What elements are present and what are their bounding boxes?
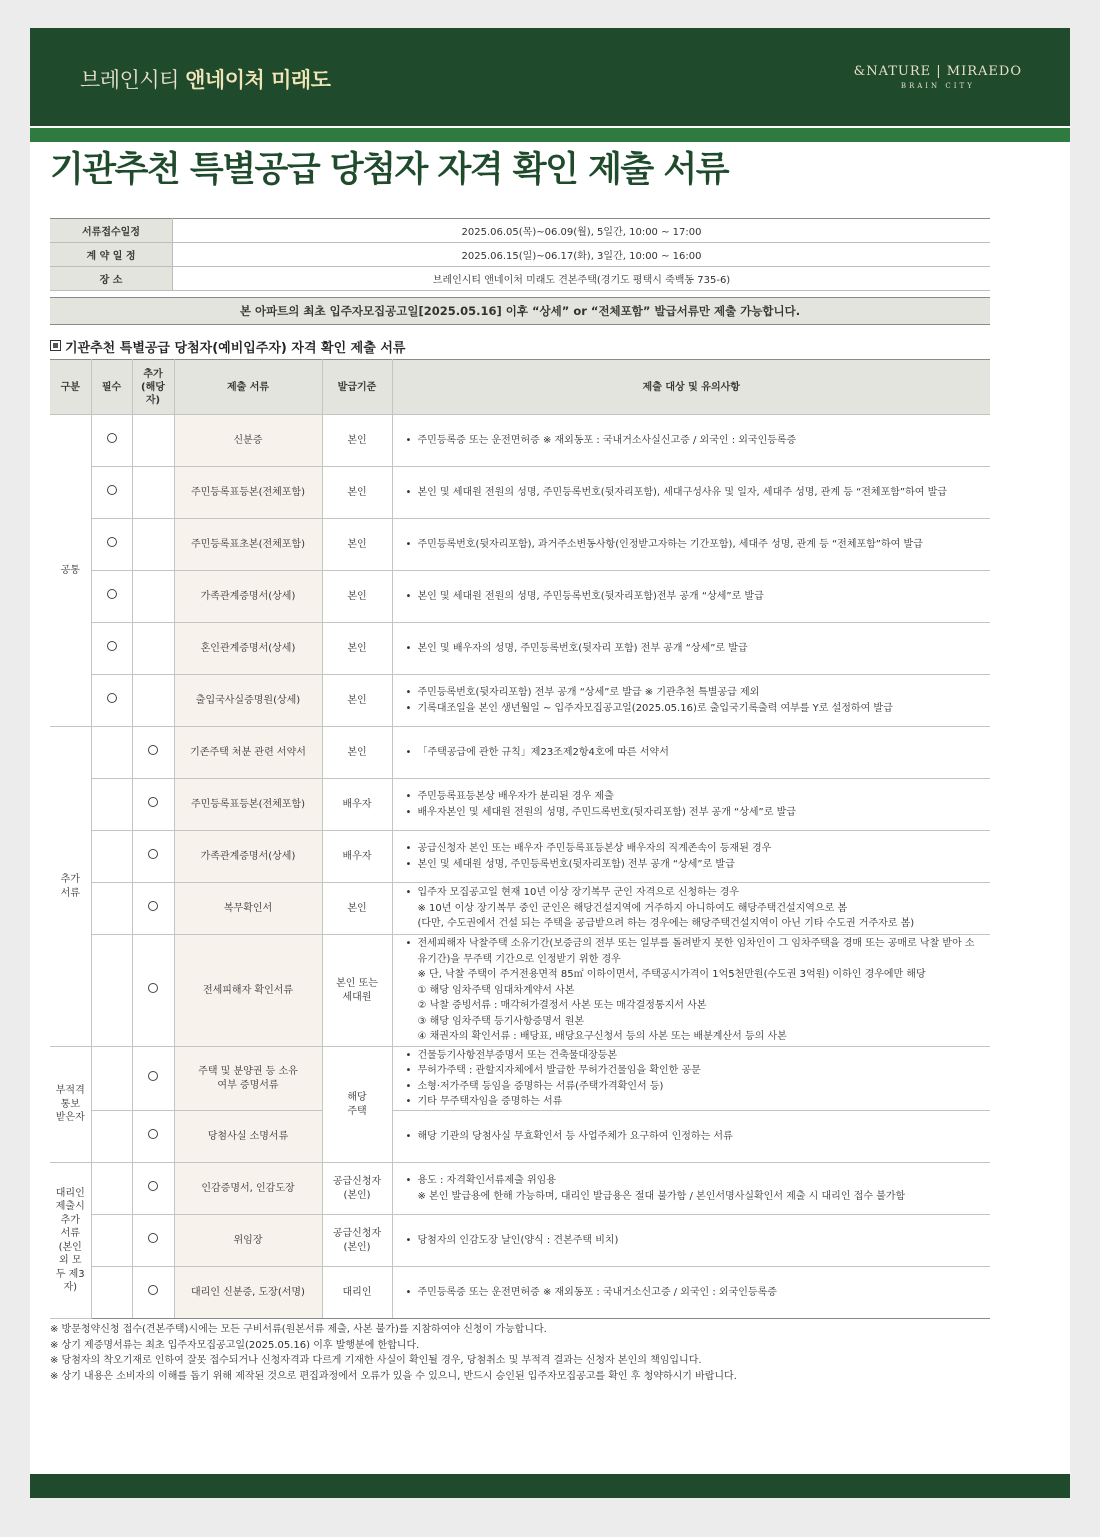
col-header-notes: 제출 대상 및 유의사항 bbox=[392, 360, 990, 415]
notes-cell: • 주민등록번호(뒷자리포함) 전부 공개 “상세”로 발급 ※ 기관추천 특별공급 제외 • 기록대조일을 본인 생년월일 ~ 입주자모집공고일(2025.05.16)로 출입국기록출력 여부를 Y로 설정하여 발급 bbox=[392, 675, 990, 727]
category-cell: 대리인 제출시 추가 서류 (본인외 모두 제3자) bbox=[50, 1163, 91, 1319]
issuer-cell: 본인 bbox=[322, 415, 392, 467]
notes-cell: • 본인 및 세대원 전원의 성명, 주민등록번호(뒷자리포함), 세대구성사유 및 일자, 세대주 성명, 관계 등 “전체포함”하여 발급 bbox=[392, 467, 990, 519]
required-mark bbox=[91, 779, 132, 831]
required-mark bbox=[91, 467, 132, 519]
issuer-cell: 배우자 bbox=[322, 831, 392, 883]
required-mark bbox=[91, 1163, 132, 1215]
circle-mark-icon bbox=[107, 693, 117, 703]
circle-mark-icon bbox=[148, 983, 158, 993]
notes-cell: • 공급신청자 본인 또는 배우자 주민등록표등본상 배우자의 직계존속이 등재된 경우 • 본인 및 세대원 성명, 주민등록번호(뒷자리포함) 전부 공개 “상세”로 발급 bbox=[392, 831, 990, 883]
notes-cell: • 당첨자의 인감도장 날인(양식 : 견본주택 비치) bbox=[392, 1215, 990, 1267]
notes-cell: • 주민등록증 또는 운전면허증 ※ 재외동포 : 국내거소신고증 / 외국인 : 외국인등록증 bbox=[392, 1267, 990, 1319]
notes-cell: • 주민등록번호(뒷자리포함), 과거주소변동사항(인정받고자하는 기간포함), 세대주 성명, 관계 등 “전체포함”하여 발급 bbox=[392, 519, 990, 571]
document-cell: 당첨사실 소명서류 bbox=[174, 1111, 322, 1163]
document-cell: 혼인관계증명서(상세) bbox=[174, 623, 322, 675]
table-row bbox=[50, 935, 990, 1047]
document-cell: 출입국사실증명원(상세) bbox=[174, 675, 322, 727]
additional-mark bbox=[132, 1111, 174, 1163]
square-bullet-icon bbox=[50, 340, 61, 351]
circle-mark-icon bbox=[107, 433, 117, 443]
category-cell: 공통 bbox=[50, 415, 91, 727]
table-row bbox=[50, 571, 990, 623]
schedule-label: 서류접수일정 bbox=[50, 219, 173, 243]
issuer-cell: 본인 bbox=[322, 727, 392, 779]
document-cell: 주민등록표등본(전체포함) bbox=[174, 779, 322, 831]
table-row bbox=[50, 519, 990, 571]
additional-mark bbox=[132, 623, 174, 675]
table-row bbox=[50, 1163, 990, 1215]
required-mark bbox=[91, 1267, 132, 1319]
required-mark bbox=[91, 883, 132, 935]
brand-english-sub: BRAIN CITY bbox=[900, 82, 975, 90]
col-header-additional: 추가(해당자) bbox=[132, 360, 174, 415]
schedule-value: 2025.06.15(일)~06.17(화), 3일간, 10:00 ~ 16:00 bbox=[173, 243, 991, 267]
issuer-cell: 본인 bbox=[322, 675, 392, 727]
col-header-required: 필수 bbox=[91, 360, 132, 415]
table-row bbox=[50, 1215, 990, 1267]
required-mark bbox=[91, 831, 132, 883]
required-mark bbox=[91, 935, 132, 1047]
notes-cell: • 용도 : 자격확인서류제출 위임용 ※ 본인 발급용에 한해 가능하며, 대리인 발급용은 절대 불가함 / 본인서명사실확인서 제출 시 대리인 접수 불가함 bbox=[392, 1163, 990, 1215]
document-cell: 가족관계증명서(상세) bbox=[174, 571, 322, 623]
issuer-cell: 본인 bbox=[322, 623, 392, 675]
issuer-cell: 배우자 bbox=[322, 779, 392, 831]
circle-mark-icon bbox=[148, 745, 158, 755]
table-row bbox=[50, 779, 990, 831]
brand-korean: 브레인시티 앤네이처 미래도 bbox=[80, 68, 331, 92]
required-mark bbox=[91, 675, 132, 727]
brand-logo bbox=[854, 64, 1022, 90]
issuer-cell: 대리인 bbox=[322, 1267, 392, 1319]
footnote: ※ 상기 내용은 소비자의 이해를 돕기 위해 제작된 것으로 편집과정에서 오류가 있을 수 있으니, 반드시 승인된 입주자모집공고를 확인 후 청약하시기 바랍니다. bbox=[50, 1370, 737, 1382]
additional-mark bbox=[132, 1267, 174, 1319]
notes-cell: • 해당 기관의 당첨사실 무효확인서 등 사업주체가 요구하여 인정하는 서류 bbox=[392, 1111, 990, 1163]
table-row bbox=[50, 467, 990, 519]
document-cell: 인감증명서, 인감도장 bbox=[174, 1163, 322, 1215]
document-cell: 전세피해자 확인서류 bbox=[174, 935, 322, 1047]
schedule-label: 계 약 일 정 bbox=[50, 243, 173, 267]
schedule-table bbox=[50, 218, 990, 291]
col-header-category: 구분 bbox=[50, 360, 91, 415]
circle-mark-icon bbox=[107, 589, 117, 599]
category-cell: 추가 서류 bbox=[50, 727, 91, 1047]
additional-mark bbox=[132, 571, 174, 623]
footer-bar bbox=[30, 1474, 1070, 1498]
document-cell: 복무확인서 bbox=[174, 883, 322, 935]
document-cell: 주민등록표초본(전체포함) bbox=[174, 519, 322, 571]
additional-mark bbox=[132, 415, 174, 467]
schedule-label: 장 소 bbox=[50, 267, 173, 291]
required-mark bbox=[91, 415, 132, 467]
additional-mark bbox=[132, 1163, 174, 1215]
table-header-row bbox=[50, 360, 990, 415]
issuer-cell: 본인 또는 세대원 bbox=[322, 935, 392, 1047]
schedule-row bbox=[50, 243, 990, 267]
circle-mark-icon bbox=[148, 797, 158, 807]
notes-cell: • 「주택공급에 관한 규칙」제23조제2항4호에 따른 서약서 bbox=[392, 727, 990, 779]
additional-mark bbox=[132, 883, 174, 935]
notes-cell: • 본인 및 세대원 전원의 성명, 주민등록번호(뒷자리포함)전부 공개 “상세”로 발급 bbox=[392, 571, 990, 623]
circle-mark-icon bbox=[107, 641, 117, 651]
col-header-issuer: 발급기준 bbox=[322, 360, 392, 415]
required-mark bbox=[91, 1047, 132, 1111]
issuer-cell: 공급신청자 (본인) bbox=[322, 1215, 392, 1267]
notice-banner: 본 아파트의 최초 입주자모집공고일[2025.05.16] 이후 “상세” or “전체포함” 발급서류만 제출 가능합니다. bbox=[50, 297, 990, 325]
additional-mark bbox=[132, 1215, 174, 1267]
notes-cell: • 본인 및 배우자의 성명, 주민등록번호(뒷자리 포함) 전부 공개 “상세”로 발급 bbox=[392, 623, 990, 675]
schedule-value: 브레인시티 앤네이처 미래도 견본주택(경기도 평택시 죽백동 735-6) bbox=[173, 267, 991, 291]
circle-mark-icon bbox=[148, 1129, 158, 1139]
notes-cell: • 입주자 모집공고일 현재 10년 이상 장기복무 군인 자격으로 신청하는 경우 ※ 10년 이상 장기복무 중인 군인은 해당건설지역에 거주하지 아니하여도 해당주택건설지역으로 봄 (다만, 수도권에서 건설 되는 주택을 공급받으려 하는 경우에는 해당주택건설지역이 아닌 기타 수도권 거주자로 봄) bbox=[392, 883, 990, 935]
required-mark bbox=[91, 1111, 132, 1163]
notes-cell: • 건물등기사항전부증명서 또는 건축물대장등본 • 무허가주택 : 관할지자체에서 발급한 무허가건물임을 확인한 공문 • 소형·저가주택 등임을 증명하는 서류(주택가격확인서 등) • 기타 무주택자임을 증명하는 서류 bbox=[392, 1047, 990, 1111]
circle-mark-icon bbox=[148, 1071, 158, 1081]
category-cell: 부적격 통보 받은자 bbox=[50, 1047, 91, 1163]
additional-mark bbox=[132, 779, 174, 831]
additional-mark bbox=[132, 519, 174, 571]
issuer-cell: 본인 bbox=[322, 467, 392, 519]
circle-mark-icon bbox=[107, 537, 117, 547]
notes-cell: • 전세피해자 낙찰주택 소유기간(보증금의 전부 또는 일부를 돌려받지 못한 임차인이 그 임차주택을 경매 또는 공매로 낙찰 받아 소유기간)을 무주택 기간으로 인정받기 위한 경우 ※ 단, 낙찰 주택이 주거전용면적 85㎡ 이하이면서, 주택공시가격이 1억5천만원(수도권 3억원) 이하인 경우에만 해당 ① 해당 임차주택 임대차계약서 사본 ② 낙찰 증빙서류 : 매각허가결정서 사본 또는 매각결정통지서 사본 ③ 해당 임차주택 등기사항증명서 원본 ④ 채권자의 확인서류 : 배당표, 배당요구신청서 등의 사본 또는 배분계산서 등의 사본 bbox=[392, 935, 990, 1047]
table-row bbox=[50, 1047, 990, 1111]
circle-mark-icon bbox=[148, 1181, 158, 1191]
documents-table bbox=[50, 359, 990, 1319]
required-mark bbox=[91, 727, 132, 779]
issuer-cell: 본인 bbox=[322, 519, 392, 571]
schedule-row bbox=[50, 267, 990, 291]
required-mark bbox=[91, 519, 132, 571]
required-mark bbox=[91, 1215, 132, 1267]
footnote: ※ 당첨자의 착오기재로 인하여 잘못 접수되거나 신청자격과 다르게 기재한 사실이 확인될 경우, 당첨취소 및 부적격 결과는 신청자 본인의 책임입니다. bbox=[50, 1355, 702, 1366]
col-header-document: 제출 서류 bbox=[174, 360, 322, 415]
schedule-value: 2025.06.05(목)~06.09(월), 5일간, 10:00 ~ 17:00 bbox=[173, 219, 991, 243]
document-cell: 신분증 bbox=[174, 415, 322, 467]
circle-mark-icon bbox=[107, 485, 117, 495]
circle-mark-icon bbox=[148, 849, 158, 859]
footnotes bbox=[50, 1322, 1010, 1384]
document-cell: 가족관계증명서(상세) bbox=[174, 831, 322, 883]
table-row bbox=[50, 831, 990, 883]
issuer-cell: 공급신청자 (본인) bbox=[322, 1163, 392, 1215]
table-row bbox=[50, 1267, 990, 1319]
schedule-row bbox=[50, 219, 990, 243]
table-row bbox=[50, 623, 990, 675]
additional-mark bbox=[132, 831, 174, 883]
circle-mark-icon bbox=[148, 1285, 158, 1295]
notes-cell: • 주민등록표등본상 배우자가 분리된 경우 제출 • 배우자본인 및 세대원 전원의 성명, 주민드록번호(뒷자리포함) 전부 공개 “상세”로 발급 bbox=[392, 779, 990, 831]
footnote: ※ 방문청약신청 접수(견본주택)시에는 모든 구비서류(원본서류 제출, 사본 불가)를 지참하여야 신청이 가능합니다. bbox=[50, 1324, 547, 1335]
document-cell: 주민등록표등본(전체포함) bbox=[174, 467, 322, 519]
header-bar bbox=[30, 28, 1070, 126]
document-cell: 기존주택 처분 관련 서약서 bbox=[174, 727, 322, 779]
issuer-cell: 본인 bbox=[322, 883, 392, 935]
notes-cell: • 주민등록증 또는 운전면허증 ※ 재외동포 : 국내거소사실신고증 / 외국인 : 외국인등록증 bbox=[392, 415, 990, 467]
issuer-cell: 해당 주택 bbox=[322, 1047, 392, 1163]
table-row bbox=[50, 727, 990, 779]
brand-english: &NATURE | MIRAEDO bbox=[853, 64, 1022, 79]
additional-mark bbox=[132, 1047, 174, 1111]
additional-mark bbox=[132, 727, 174, 779]
required-mark bbox=[91, 623, 132, 675]
additional-mark bbox=[132, 467, 174, 519]
issuer-cell: 본인 bbox=[322, 571, 392, 623]
section-heading: 기관추천 특별공급 당첨자(예비입주자) 자격 확인 제출 서류 bbox=[50, 337, 405, 356]
additional-mark bbox=[132, 935, 174, 1047]
footnote: ※ 상기 제증명서류는 최초 입주자모집공고일(2025.05.16) 이후 발행분에 한합니다. bbox=[50, 1339, 420, 1351]
table-row bbox=[50, 883, 990, 935]
document-cell: 위임장 bbox=[174, 1215, 322, 1267]
circle-mark-icon bbox=[148, 901, 158, 911]
table-row bbox=[50, 675, 990, 727]
table-row bbox=[50, 1111, 990, 1163]
document-cell: 주택 및 분양권 등 소유여부 증명서류 bbox=[174, 1047, 322, 1111]
document-cell: 대리인 신분증, 도장(서명) bbox=[174, 1267, 322, 1319]
header-stripe bbox=[30, 128, 1070, 142]
required-mark bbox=[91, 571, 132, 623]
table-row bbox=[50, 415, 990, 467]
page-title: 기관추천 특별공급 당첨자 자격 확인 제출 서류 bbox=[50, 150, 729, 190]
circle-mark-icon bbox=[148, 1233, 158, 1243]
additional-mark bbox=[132, 675, 174, 727]
